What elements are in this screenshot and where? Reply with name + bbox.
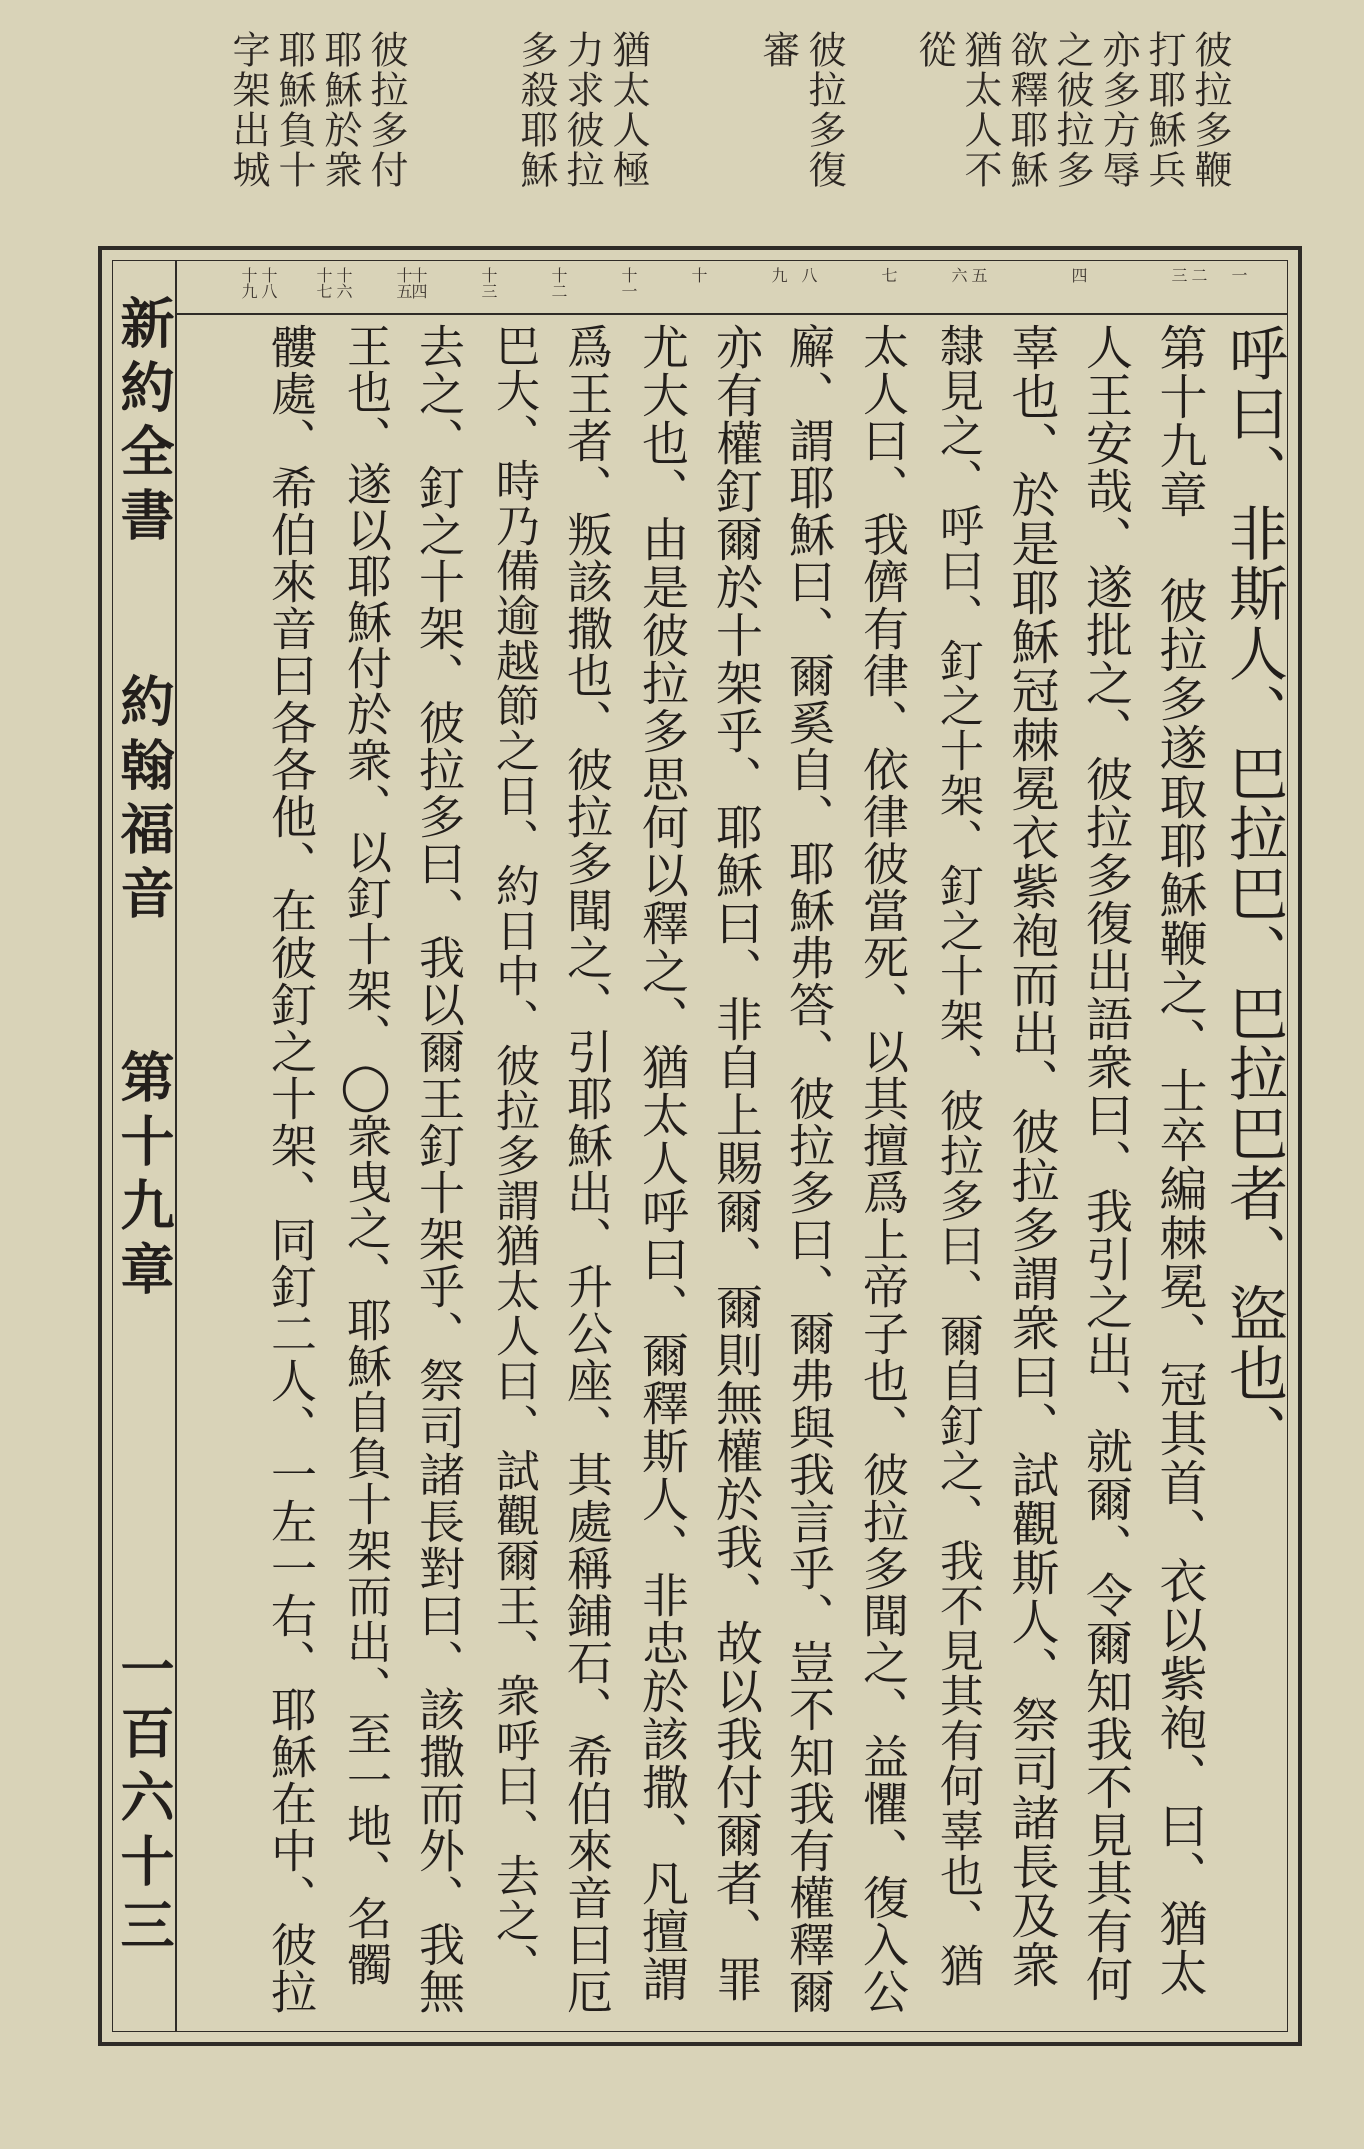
verse-index: 十五	[394, 267, 413, 299]
text-column: 爲王者、叛該撒也、彼拉多聞之、引耶穌出、升公座、其處稱鋪石、希伯來音曰厄	[560, 323, 614, 2015]
headnote-line: 亦多方辱	[1096, 30, 1140, 190]
headnote-line: 耶穌於衆	[318, 30, 362, 190]
text-column: 去之、釘之十架、彼拉多曰、我以爾王釘十架乎、祭司諸長對曰、該撒而外、我無	[412, 323, 466, 2015]
chapter-label: 第十九章	[112, 1049, 176, 1305]
verse-index: 八	[799, 267, 818, 283]
verse-index: 五	[969, 267, 988, 283]
headnote-group-4	[228, 30, 406, 260]
headnote-line: 之彼拉多	[1050, 30, 1094, 190]
verse-index: 六	[949, 267, 968, 283]
headnote-group-3	[516, 30, 648, 260]
headnote-line: 彼拉多復	[802, 30, 846, 190]
text-column: 隸見之、呼曰、釘之十架、釘之十架、彼拉多曰、爾自釘之、我不見其有何辜也、猶	[932, 323, 983, 1988]
headnote-line: 打耶穌兵	[1142, 30, 1186, 190]
headnote-line: 多殺耶穌	[514, 30, 558, 190]
headnote-group-2	[758, 30, 844, 260]
verse-index: 十四	[409, 267, 428, 299]
gospel-title: 約翰福音	[112, 673, 176, 929]
book-title: 新約全書	[112, 295, 176, 551]
verse-index: 十二	[549, 267, 568, 299]
page-number: 一百六十三	[112, 1641, 176, 1961]
text-column: 辜也、於是耶穌冠棘冕衣紫袍而出、彼拉多謂衆曰、試觀斯人、祭司諸長及衆	[1003, 323, 1059, 1989]
text-column: 髏處、希伯來音曰各各他、在彼釘之十架、同釘二人、一左一右、耶穌在中、彼拉	[264, 323, 318, 2015]
headnote-line: 力求彼拉	[560, 30, 604, 190]
headnotes	[130, 30, 1230, 260]
headnote-line: 猶太人極	[606, 30, 650, 190]
headnote-line: 耶穌負十	[272, 30, 316, 190]
verse-index: 七	[879, 267, 898, 283]
page-frame	[98, 246, 1302, 2046]
text-column: 王也、遂以耶穌付於衆、以釘十架、◯衆曳之、耶穌自負十架而出、至一地、名髑	[339, 323, 392, 1987]
verse-index: 三	[1169, 267, 1188, 283]
verse-index: 十八	[259, 267, 278, 299]
text-column: 太人曰、我儕有律、依律彼當死、以其擅爲上帝子也、彼拉多聞之、益懼、復入公	[856, 323, 910, 2015]
body-text	[177, 317, 1287, 2025]
headnote-line: 彼拉多付	[364, 30, 408, 190]
headnote-line: 字架出城	[226, 30, 270, 190]
running-title-column	[113, 261, 177, 2031]
verse-index: 十三	[479, 267, 498, 299]
headnote-group-1	[914, 30, 1230, 260]
verse-index: 四	[1069, 267, 1088, 283]
verse-index: 十	[689, 267, 708, 283]
headnote-line: 彼拉多鞭	[1188, 30, 1232, 190]
headnote-line: 審	[756, 30, 800, 70]
headnote-line: 從	[912, 30, 956, 70]
verse-index: 九	[769, 267, 788, 283]
text-column: 廨、謂耶穌曰、爾奚自、耶穌弗答、彼拉多曰、爾弗與我言乎、豈不知我有權釋爾	[782, 323, 836, 2015]
text-column: 呼曰、非斯人、巴拉巴、巴拉巴者、盜也、	[1219, 323, 1288, 1463]
verse-index: 十六	[334, 267, 353, 299]
headnote-line: 欲釋耶穌	[1004, 30, 1048, 190]
verse-index: 十七	[314, 267, 333, 299]
verse-index: 十一	[619, 267, 638, 299]
verse-index: 十九	[239, 267, 258, 299]
running-title	[112, 295, 176, 1305]
text-column: 人王安哉、遂批之、彼拉多復出語衆曰、我引之出、就爾、令爾知我不見其有何	[1078, 323, 1133, 2003]
verse-index: 二	[1189, 267, 1208, 283]
text-column: 尤大也、由是彼拉多思何以釋之、猶太人呼曰、爾釋斯人、非忠於該撒、凡擅謂	[634, 323, 689, 2003]
text-column: 巴大、時乃備逾越節之日、約日中、彼拉多謂猶太人曰、試觀爾王、衆呼曰、去之、	[488, 323, 539, 1988]
text-column: 亦有權釘爾於十架乎、耶穌曰、非自上賜爾、爾則無權於我、故以我付爾者、罪	[708, 323, 763, 2003]
verse-index: 一	[1229, 267, 1248, 283]
verse-index-strip	[177, 261, 1287, 315]
headnote-line: 猶太人不	[958, 30, 1002, 190]
inner-frame	[112, 260, 1288, 2032]
text-column: 第十九章 彼拉多遂取耶穌鞭之、士卒編棘冕、冠其首、衣以紫袍、曰、猶太	[1151, 323, 1207, 1997]
